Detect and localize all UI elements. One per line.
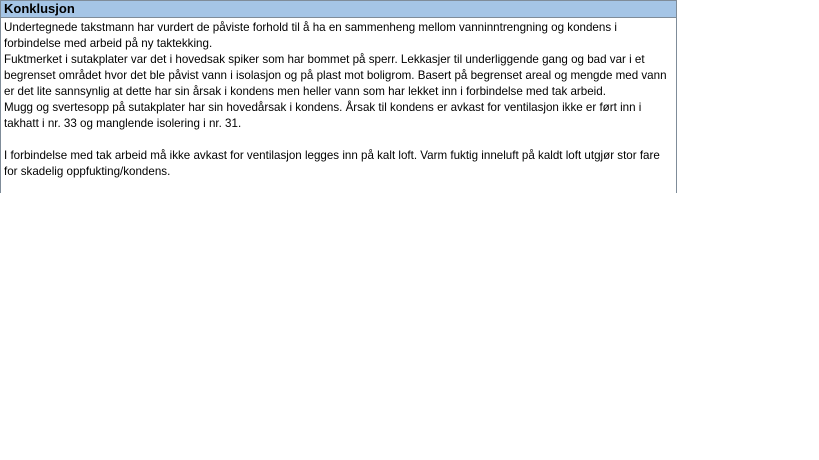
section-title: Konklusjon xyxy=(1,1,676,18)
paragraph-moisture-marks: Fuktmerket i sutakplater var det i hovedsak spiker som har bommet på sperr. Lekkasjer til underliggende gang og bad var i et begrenset området hvor det ble påvist vann i isolasjon og på plast mot boligrom. Basert på begrenset areal og mengde med vann er det lite sannsynlig at dette har sin årsak i kondens men heller vann som har lekket inn i forbindelse med tak arbeid. xyxy=(4,53,667,98)
paragraph-assessment: Undertegnede takstmann har vurdert de påviste forhold til å ha en sammenheng mellom vanninntrengning og kondens i forbindelse med arbeid på ny taktekking. xyxy=(4,21,617,50)
paragraph-recommendation: I forbindelse med tak arbeid må ikke avkast for ventilasjon legges inn på kalt loft. Varm fuktig inneluft på kaldt loft utgjør stor fare for skadelig oppfukting/kondens. xyxy=(4,149,660,178)
paragraph-spacer xyxy=(4,132,672,148)
paragraph-mold-cause: Mugg og svertesopp på sutakplater har sin hovedårsak i kondens. Årsak til kondens er avkast for ventilasjon ikke er ført inn i takhatt i nr. 33 og manglende isolering i nr. 31. xyxy=(4,101,642,130)
section-body xyxy=(1,18,676,180)
conclusion-section xyxy=(0,0,677,193)
